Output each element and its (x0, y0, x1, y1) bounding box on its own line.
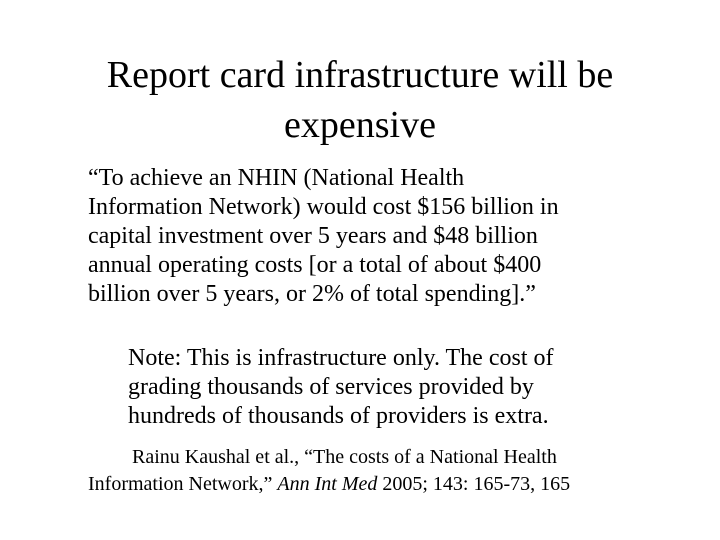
citation (88, 444, 688, 498)
citation-prefix: Information Network,” (88, 473, 278, 495)
quote-line: billion over 5 years, or 2% of total spending].” (88, 281, 536, 307)
slide-title-line-1: Report card infrastructure will be (106, 54, 614, 96)
citation-line-2 (88, 471, 688, 498)
citation-line-1: Rainu Kaushal et al., “The costs of a National Health (132, 446, 557, 468)
quote-line: “To achieve an NHIN (National Health (88, 165, 465, 191)
quote-paragraph (88, 164, 688, 309)
citation-journal: Ann Int Med (277, 473, 378, 495)
quote-line: annual operating costs [or a total of about $400 (88, 252, 542, 278)
note-line: hundreds of thousands of providers is extra. (128, 403, 549, 429)
slide-title (40, 50, 680, 150)
slide-title-line-2: expensive (284, 104, 436, 146)
citation-suffix: 2005; 143: 165-73, 165 (377, 473, 571, 495)
quote-line: capital investment over 5 years and $48 billion (88, 223, 538, 249)
note-line: Note: This is infrastructure only. The cost of (128, 345, 554, 371)
note-line: grading thousands of services provided by (128, 374, 534, 400)
note-paragraph (88, 344, 688, 431)
quote-line: Information Network) would cost $156 billion in (88, 194, 559, 220)
